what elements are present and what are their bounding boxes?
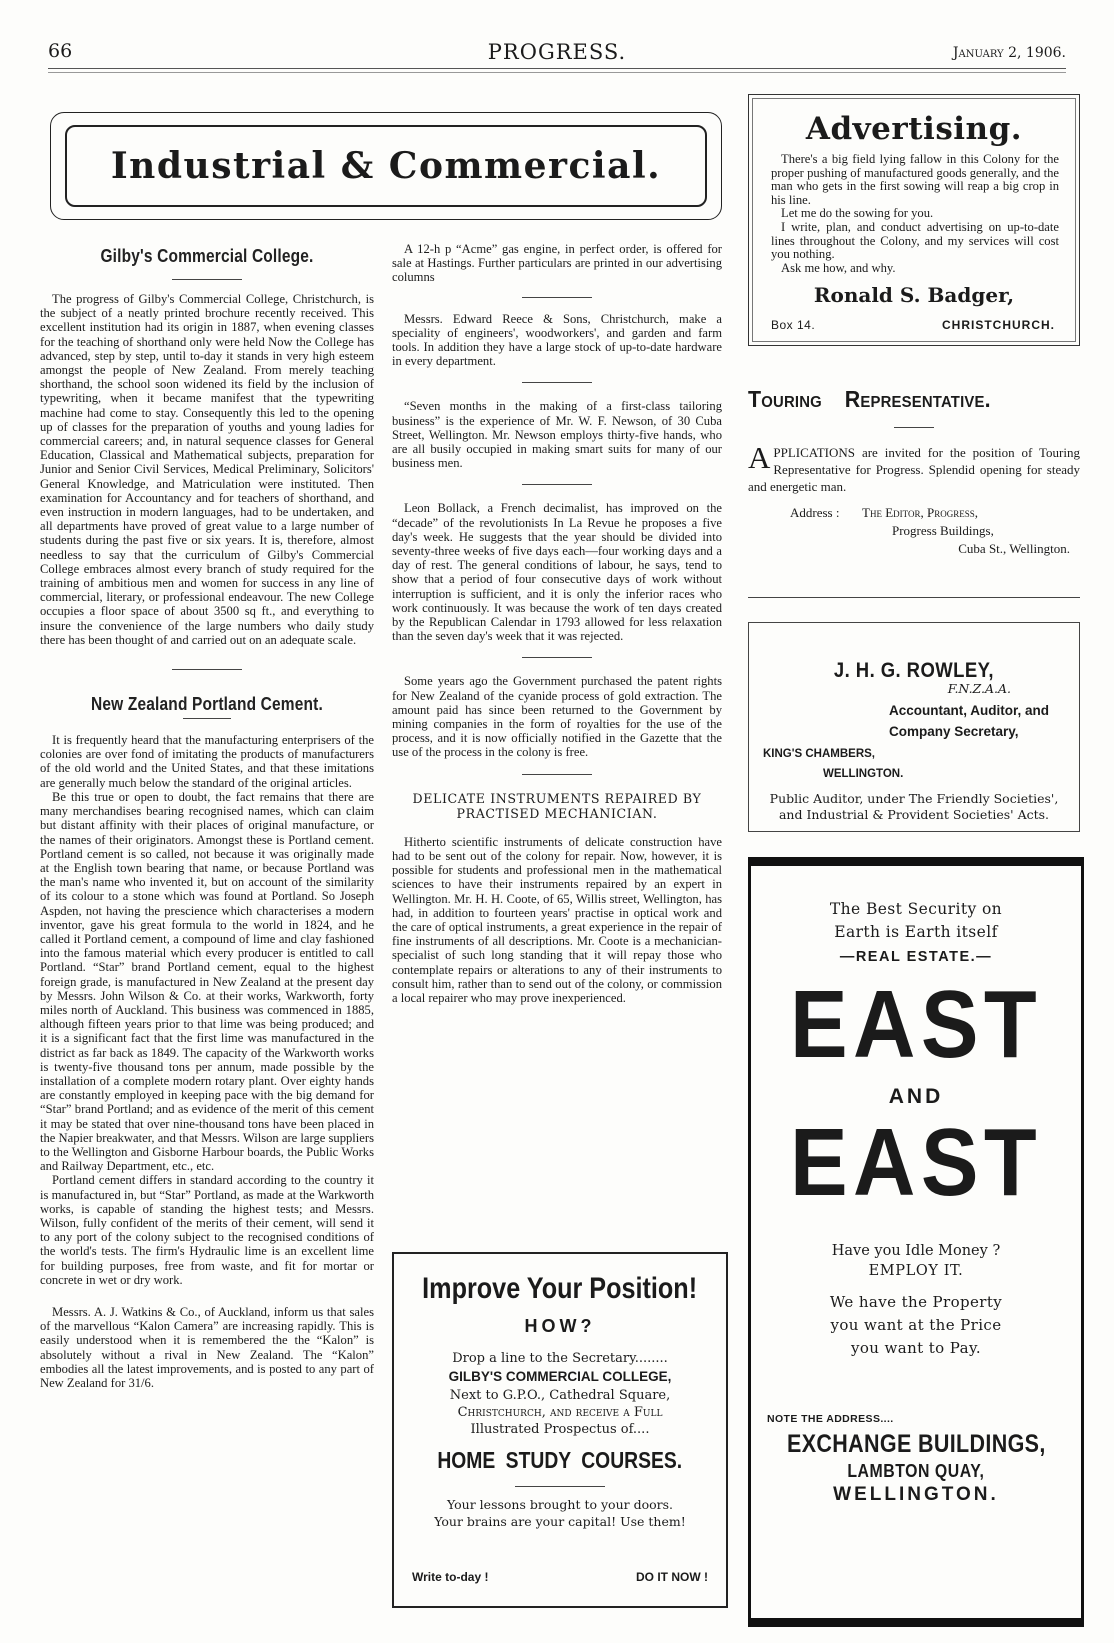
divider (894, 427, 934, 428)
ad-improve-line1: Drop a line to the Secretary........ (452, 1351, 668, 1366)
ad-rowley (748, 622, 1080, 832)
ad-improve-college: GILBY'S COMMERCIAL COLLEGE, (448, 1369, 672, 1384)
ad-advertising-inner-border (752, 98, 1076, 342)
ad-improve-headline: Improve Your Position! (422, 1272, 698, 1305)
divider (183, 718, 231, 719)
divider (515, 1486, 605, 1487)
ad-estate-east1: EAST (789, 971, 1043, 1078)
ad-rowley-public2: and Industrial & Provident Societies' Acts. (778, 807, 1050, 822)
article-body-newson: “Seven months in the making of a first-class tailoring business” is the experience of Mr. W. F. Newson, of 30 Cuba Street, Wellington. Mr. Newson employs thirty-five hands, who are all busily occupied in making smart suits for many of our business men. (392, 399, 722, 471)
ad-touring (748, 386, 1080, 563)
ad-estate-addr1: EXCHANGE BUILDINGS, (786, 1430, 1046, 1458)
ad-advertising-p3: I write, plan, and conduct advertising on up-to-date lines throughout the Colony, and my services will cost you nothing. (771, 219, 1059, 262)
ad-rowley-office1: KING'S CHAMBERS, (763, 748, 875, 760)
header-rule-thin (48, 72, 1066, 73)
page-number: 66 (48, 40, 73, 62)
issue-date: January 2, 1906. (952, 45, 1066, 61)
ad-advertising-p4: Ask me how, and why. (781, 260, 896, 275)
ad-touring-address-3: Cuba St., Wellington. (958, 541, 1070, 556)
article-body-instruments: Hitherto scientific instruments of delicate construction have had to be sent out of the colony for repair. Now, however, it is possible for students and professional men in the mathematical sciences to have their instruments repaired by an expert in Wellington. Mr. H. H. Coote, of 65, Willis street, Wellington, has had, in addition to fourteen years' practise in optical work and the care of optical instruments, a great experience in the repair of fine instruments of all descriptions. Mr. Coote is a mechanician-specialist of such long standing that it will repay those who contemplate repairs or alterations to any of their instruments to consult him, rather than to send out of the colony, or commission a local repairer who may prove inexperienced. (392, 834, 722, 1005)
header-rule (48, 68, 1066, 69)
article-body-bollack: Leon Bollack, a French decimalist, has improved on the “decade” of the revolutionists In La Revue he proposes a five day's week. He suggests that the year should be divided into seventy-three weeks of five days each—four working days and a day of rest. The general conditions of labour, he says, tend to show that a period of four consecutive days of work without interruption is sufficient, and it is only the inferior races who work continuously. It was because the work of ten days created by the Republican Calendar in 1793 allowed for less relaxation than the seven day's week that it was rejected. (392, 501, 722, 644)
article-body-acme: A 12-h p “Acme” gas engine, in perfect order, is offered for sale at Hastings. Further particulars are printed in our advertising columns (392, 242, 722, 285)
ad-touring-text: PPLICATIONS are invited for the position of Touring Representative for Progress. Splendid opening for steady and energetic man. (748, 445, 1080, 494)
article-title-instruments: DELICATE INSTRUMENTS REPAIRED BY PRACTISED MECHANICIAN. (412, 790, 702, 821)
article-body-cement-3: Portland cement differs in standard according to the country it is manufactured in, but “Star” Portland, as made at the Warkworth works, is capable of standing the highest tests; and Messrs. Wilson, fully confident of the merits of their cement, will send it to any port of the colony subject to the recognised conditions of the world's tests. The firm's Hydraulic lime is an excellent lime for building purposes, free from waste, and fit for mortar or concrete in wet or dry work. (40, 1173, 374, 1287)
article-body-cement-1: It is frequently heard that the manufacturing enterprisers of the colonies are over fond of imitating the products of manufacturers of the old world and the United States, and that these imitations are generally much below the standard of the original articles. (40, 733, 374, 790)
divider (522, 657, 592, 658)
article-body-kalon: Messrs. A. J. Watkins & Co., of Auckland, inform us that sales of the marvellous “Kalon Camera” are increasing rapidly. This is easily understood when it is remembered the the “Kalon” is absolutely without a rival in New Zealand. The “Kalon” embodies all the latest improvements, and is posted to any part of New Zealand for 31/6. (40, 1305, 374, 1391)
article-title-cement: New Zealand Portland Cement. (91, 694, 323, 715)
ad-improve-line5: Your lessons brought to your doors. (446, 1497, 673, 1512)
ad-advertising-name: Ronald S. Badger, (813, 283, 1015, 308)
ad-estate-prop1: We have the Property (829, 1293, 1003, 1311)
publication-title: PROGRESS. (487, 40, 627, 64)
ad-estate-note: NOTE THE ADDRESS.... (767, 1413, 894, 1425)
ad-improve-line4: Illustrated Prospectus of.... (470, 1422, 650, 1437)
ad-advertising-box: Box 14. (771, 318, 816, 332)
ad-touring-dropcap: A (748, 440, 771, 475)
article-body-gilby: The progress of Gilby's Commercial College, Christchurch, is the subject of a neatly printed brochure recently received. This excellent institution had its origin in 1887, when evening classes for the teaching of shorthand only were held Now the College has advanced, step by step, until to-day it stands in very high esteem amongst the people of New Zealand. From merely teaching shorthand, the school soon widened its field by the inclusion of typewriting, when it became manifest that the typewriting machine had come to stay. Consequently this led to the opening up of classes for the preparation of youths and young ladies for commercial careers; and, in natural sequence classes for General Education, Classical and Mathematical subjects, preparation for Junior and Senior Civil Services, Medical Preliminary, Solicitors' General Knowledge, and Matriculation were instituted. Then examination for Accountancy and for teachers of shorthand, and even instruction in modern languages, had to be undertaken, and all departments have proved of great value to a large number of students during the past five or six years. It is, therefore, almost needless to say that the curriculum of Gilby's Commercial College embraces almost every branch of study required for the training of ambitious men and women for success in any line of commercial, literary, or professional endeavour. The new College occupies a floor space of about 3500 sq ft., and everything to insure the convenience of the large numbers who daily study there has been thought of and carried out on an adequate scale. (40, 292, 374, 647)
divider (172, 669, 242, 670)
ad-estate-idle2: EMPLOY IT. (868, 1263, 964, 1279)
ad-improve-now: DO IT NOW ! (636, 1570, 708, 1584)
ad-touring-address-label: Address : (790, 505, 840, 520)
ad-improve-line2: Next to G.P.O., Cathedral Square, (449, 1388, 671, 1403)
article-title-gilby: Gilby's Commercial College. (100, 246, 314, 266)
ad-estate-east2: EAST (789, 1109, 1043, 1216)
ad-real-estate (748, 857, 1084, 1627)
ad-estate-security2: Earth is Earth itself (834, 923, 998, 941)
ad-estate-addr2: LAMBTON QUAY, (847, 1461, 985, 1481)
ad-rowley-role1: Accountant, Auditor, and (889, 703, 1049, 718)
section-banner (50, 112, 722, 220)
ad-improve-write: Write to-day ! (412, 1570, 489, 1584)
ad-estate-idle1: Have you Idle Money ? (831, 1243, 1001, 1259)
article-body-cement-2: Be this true or open to doubt, the fact remains that there are many merchandises bearing recognised names, which can claim but distant affinity with their places of original manufacture, or the names of their originators. Amongst these is Portland cement. Portland cement is so called, not because it was originally made at the English town bearing that name, or because Portland was the man's name who invented it, but on account of the similarity of its colour to a stone which was found at Portland. So Joseph Aspden, not having the prescience which characterises a modern inventor, gave his great formula to the world in 1824, and he called it Portland cement, a compound of lime and clay fashioned into the famous material which every producer is entitled to call Portland. “Star” brand Portland cement, equal to the highest foreign grade, is manufactured in New Zealand at the present day by Messrs. John Wilson & Co. at their works, Warkworth, forty miles north of Auckland. This business was commenced in 1885, although fifteen years prior to that lime was being produced; and it is a significant fact that the first lime was manufactured in the district as far back as 1849. The capacity of the Warkworth works is twenty-five thousand tons per annum, made possible by the installation of a complete modern rotary plant. Over eighty hands are constantly employed in keeping pace with the big demand for “Star” brand Portland; and as evidence of the merit of this cement it may be stated that over nine-thousand tons have been placed in the Napier breakwater, and that Messrs. Wilson are large suppliers to the Wellington and Gisborne Harbour boards, the Public Works and Railway Department, etc., etc. (40, 789, 374, 1174)
article-body-reece: Messrs. Edward Reece & Sons, Christchurch, make a speciality of engineers', woodworkers', and garden and farm tools. In addition they have a large stock of up-to-date hardware in every department. (392, 311, 722, 369)
ad-estate-security1: The Best Security on (829, 900, 1003, 918)
ad-advertising (748, 94, 1080, 346)
ad-estate-prop3: you want to Pay. (850, 1339, 981, 1357)
ad-touring-address-1: The Editor, Progress, (862, 505, 978, 520)
ad-rowley-role2: Company Secretary, (889, 724, 1019, 739)
section-banner-title: Industrial & Commercial. (110, 145, 662, 187)
ad-improve-courses: HOME STUDY COURSES. (437, 1447, 683, 1473)
divider (522, 297, 592, 298)
ad-touring-title: Touring Representative. (748, 386, 991, 412)
ad-improve-line3: Christchurch, and receive a Full (457, 1405, 663, 1420)
ad-advertising-p2: Let me do the sowing for you. (781, 206, 934, 221)
divider (522, 382, 592, 383)
column-1 (40, 246, 374, 1390)
ad-touring-address-2: Progress Buildings, (892, 523, 994, 538)
article-body-cyanide: Some years ago the Government purchased the patent rights for New Zealand of the cyanide process of gold extraction. The amount paid has since been returned to the Government by mining companies in the form of royalties for the use of the process, and it is now officially notified in the Gazette that the use of the process in the colony is free. (392, 674, 722, 760)
ad-improve-line6: Your brains are your capital! Use them! (434, 1514, 686, 1529)
ad-rowley-public1: Public Auditor, under The Friendly Societies', (769, 791, 1059, 806)
ad-advertising-title: Advertising. (805, 111, 1023, 147)
ad-rowley-name: J. H. G. ROWLEY, (833, 659, 995, 682)
ad-improve-position (392, 1252, 728, 1608)
column-2 (392, 242, 722, 1005)
divider (522, 484, 592, 485)
ad-rowley-office2: WELLINGTON. (823, 768, 904, 780)
ad-improve-how: HOW? (524, 1316, 596, 1336)
divider (522, 774, 592, 775)
ad-estate-prop2: you want at the Price (830, 1316, 1002, 1334)
ad-rowley-quals: F.N.Z.A.A. (947, 681, 1011, 696)
ad-advertising-p1: There's a big field lying fallow in this Colony for the proper pushing of manufactured goods generally, and the man who gets in the first sowing will reap a big crop in his line. (771, 152, 1059, 207)
ad-advertising-city: CHRISTCHURCH. (942, 318, 1055, 332)
divider (172, 279, 242, 280)
ad-estate-real: —REAL ESTATE.— (839, 949, 993, 965)
ad-estate-addr3: WELLINGTON. (833, 1484, 999, 1505)
ad-estate-and: AND (888, 1085, 944, 1108)
divider (748, 597, 1080, 598)
